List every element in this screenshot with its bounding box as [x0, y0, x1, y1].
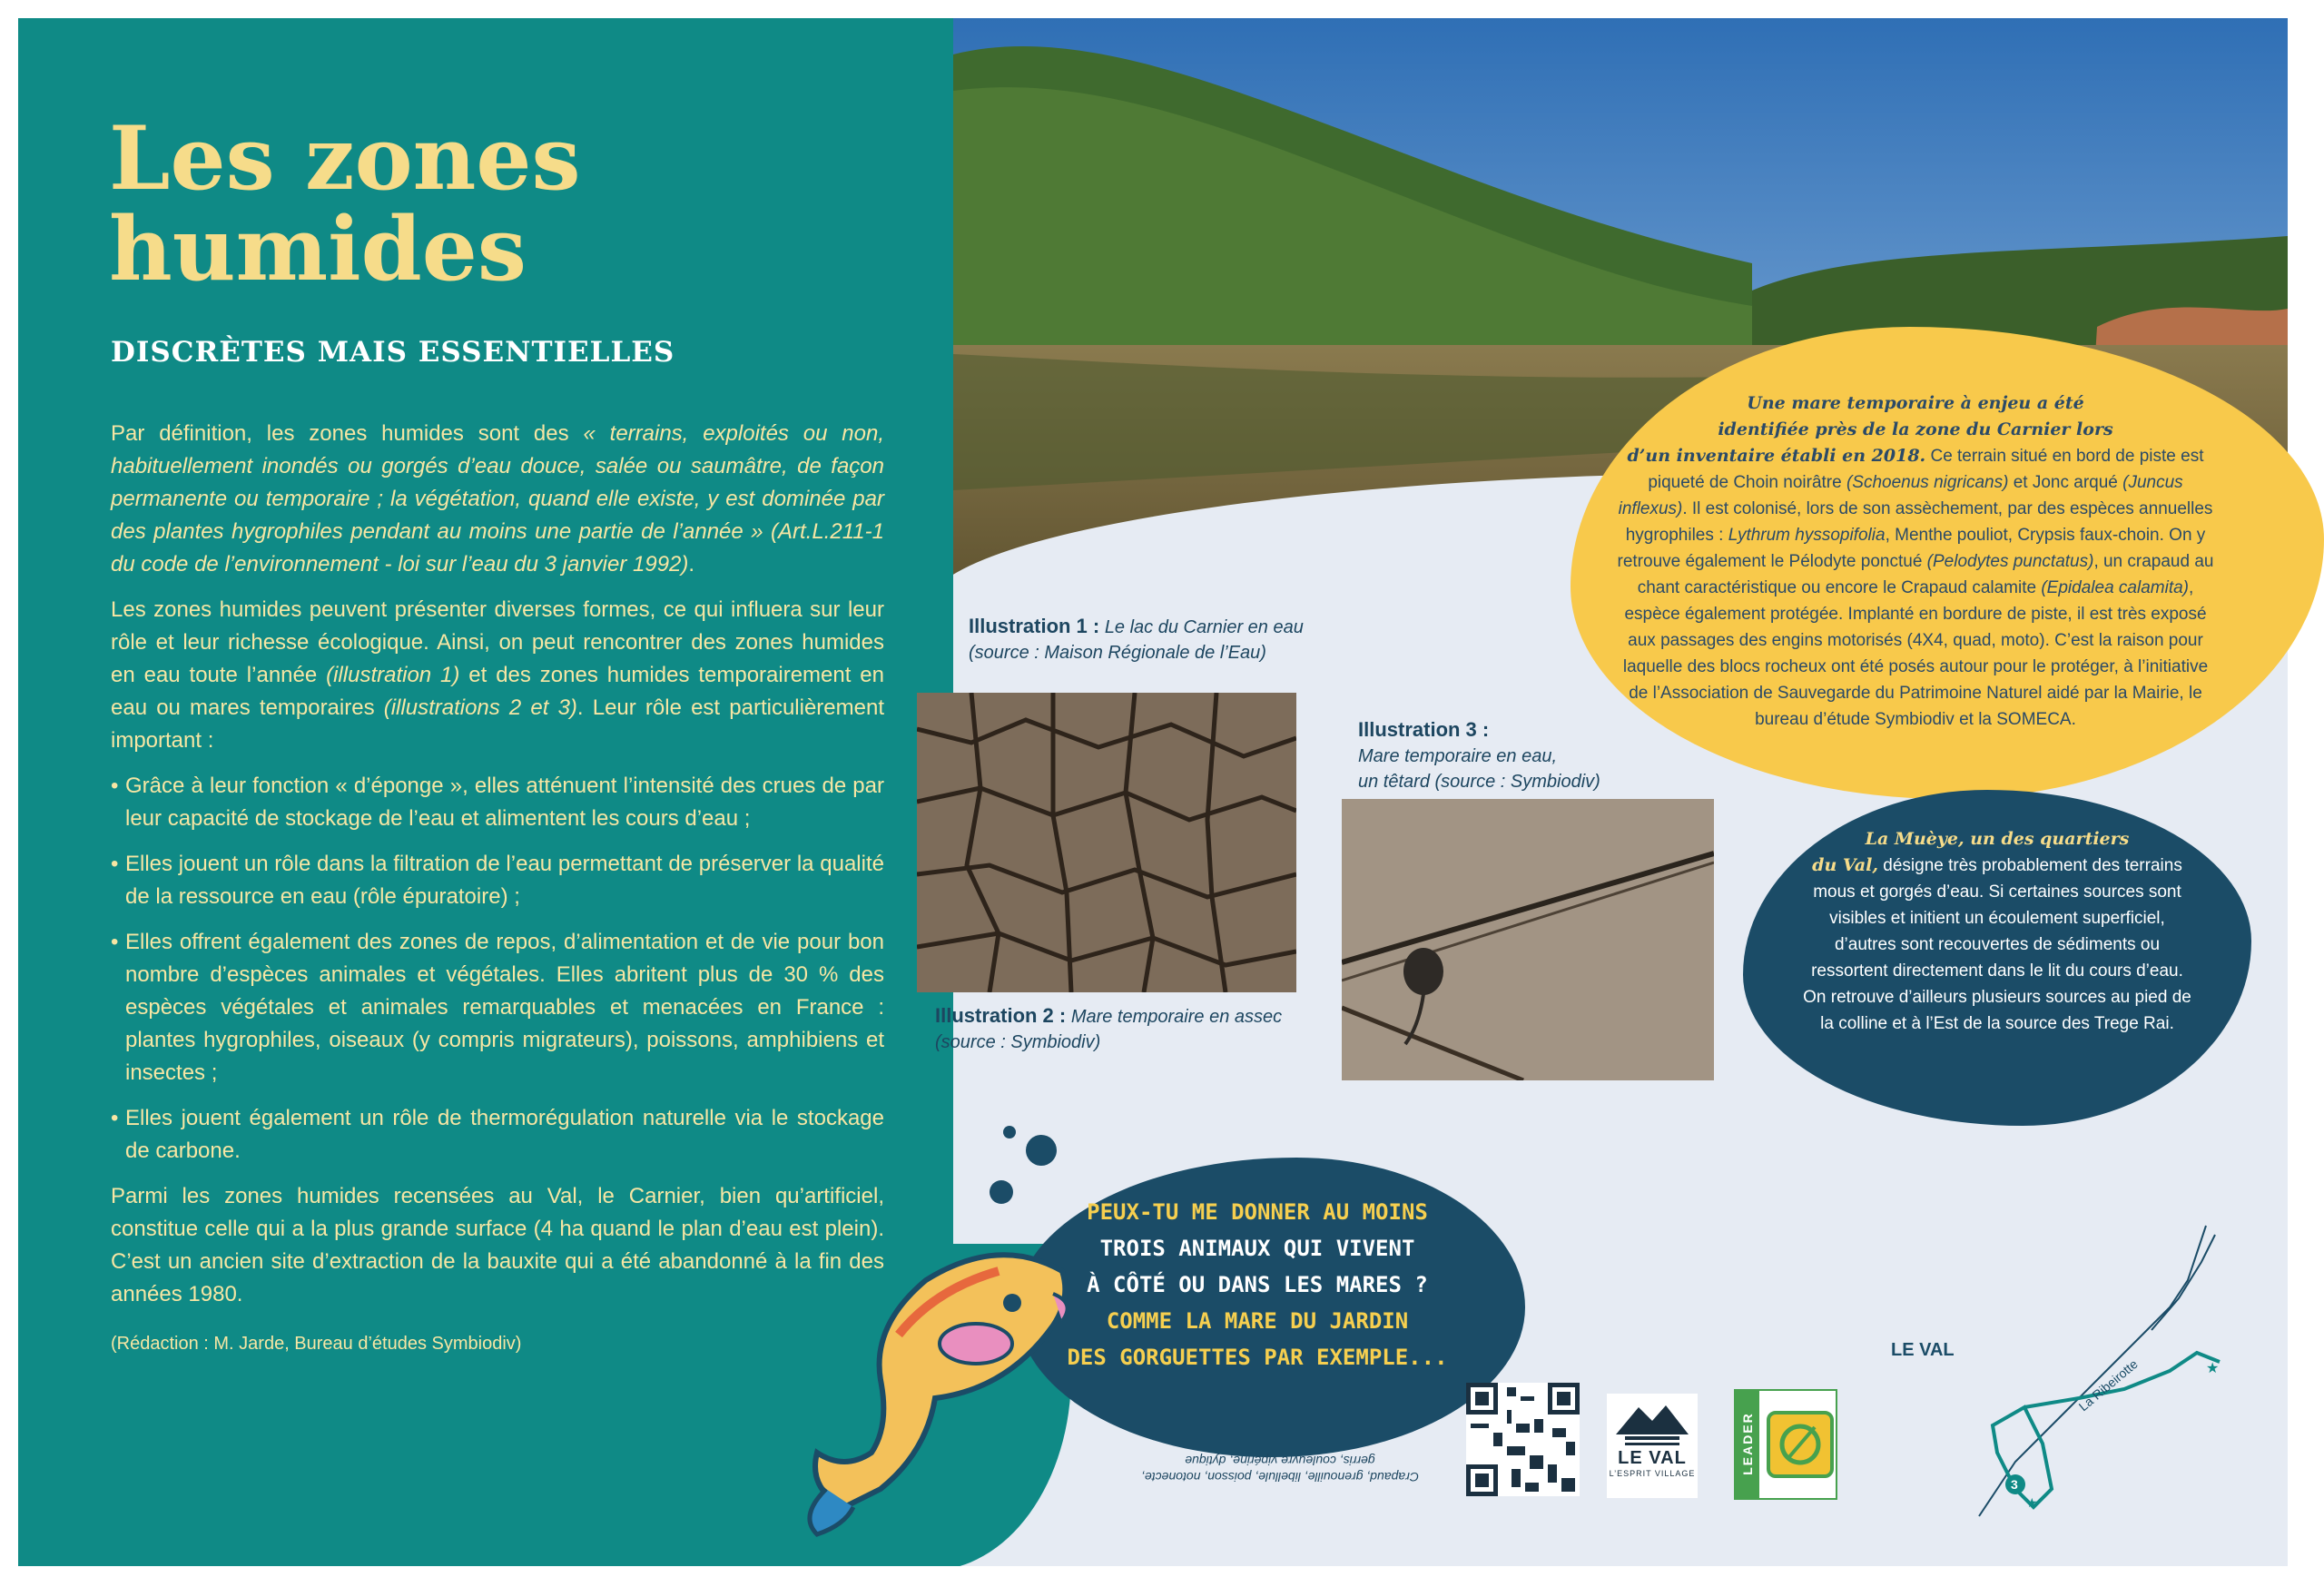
list-item: • Elles offrent également des zones de repos, d’alimentation et de vie pour bon nombre d’espèces animales et végétales. Elles abritent plus de 30 % des espèces végétales et animales remarquables et menacées en France : plantes hygrophiles, oiseaux (y compris migrateurs), poissons, amphibiens et insectes ; — [111, 926, 884, 1089]
fish-icon — [790, 1217, 1080, 1543]
illustration-2-title: Mare temporaire en assec — [1070, 1007, 1283, 1027]
illustration-3-source: (source : Symbiodiv) — [1434, 772, 1600, 792]
map-title: LE VAL — [1891, 1340, 1955, 1360]
definition-quote: « terrains, exploités ou non, habituellement inondés ou gorgés d’eau douce, salée ou saumâtre, de façon permanente ou temporaire ; la végétation, quand elle existe, y est dominée par des plantes hygrophiles pendant au moins une partie de l’année » (Art.L.211-1 du code de l’environnement - loi sur l’eau du 3 janvier 1992) — [111, 421, 884, 577]
list-item: • Grâce à leur fonction « d’éponge », elles atténuent l’intensité des crues de par leur capacité de stockage de l’eau et alimentent les cours d’eau ; — [111, 770, 884, 835]
question-line-1: PEUX-TU ME DONNER AU MOINS — [1087, 1199, 1428, 1225]
tadpole-image — [1342, 799, 1714, 1080]
leader-logo — [1734, 1389, 1837, 1500]
question-line-2: TROIS ANIMAUX QUI VIVENT — [1099, 1236, 1415, 1261]
carnier-paragraph: Parmi les zones humides recensées au Val, le Carnier, bien qu’artificiel, constitue celle qui a la plus grande surface (4 ha quand le plan d’eau est plein). C’est un ancien site d’extraction de la bauxite qui a été abandonné à la fin des années 1980. — [111, 1184, 884, 1306]
mare-text-5: , un crapaud au chant caractéristique ou encore le Crapaud calamite — [1637, 552, 2214, 597]
mare-heading-3: d’un inventaire établi en 2018. — [1627, 446, 1926, 466]
redaction-credit: (Rédaction : M. Jarde, Bureau d’études Symbiodiv) — [111, 1334, 522, 1354]
mare-info-text — [1616, 390, 2215, 733]
mueye-info-text — [1797, 826, 2197, 1037]
forms-text-1: Les zones humides peuvent présenter diverses formes, ce qui influera sur leur rôle et leur richesse écologique. Ainsi, on peut rencontrer des zones humides en eau toute l’année — [111, 597, 884, 687]
bubble-decoration — [1026, 1135, 1057, 1166]
forms-text-2: et des zones humides temporairement en eau ou mares temporaires — [111, 663, 884, 720]
illustration-1-title: Le lac du Carnier en eau — [1104, 617, 1304, 637]
page-title — [109, 107, 581, 301]
forms-ref-1: (illustration 1) — [326, 663, 460, 687]
list-item: • Elles jouent un rôle dans la filtration de l’eau permettant de préserver la qualité de la ressource en eau (rôle épuratoire) ; — [111, 848, 884, 913]
le-val-logo-name: LE VAL — [1618, 1448, 1687, 1468]
illustration-1-source: (source : Maison Régionale de l’Eau) — [969, 643, 1266, 663]
qr-code-icon — [1466, 1383, 1580, 1496]
mare-text-3: . Il est colonisé, lors de son assèchement, par des espèces annuelles hygrophiles : — [1625, 499, 2213, 545]
definition-end: . — [688, 552, 695, 577]
forms-paragraph — [111, 594, 884, 757]
illustration-3-caption — [1358, 717, 1600, 794]
forms-ref-2: (illustrations 2 et 3) — [383, 695, 577, 720]
illustration-3-title-2: un têtard — [1358, 772, 1430, 792]
illustration-1-caption — [969, 614, 1304, 665]
mueye-text: désigne très probablement des terrains mous et gorgés d’eau. Si certaines sources sont visibles et initient un écoulement superficiel, d’autres sont recouvertes de sédiments ou ressortent directement dans le lit du cours d’eau. On retrouve d’ailleurs plusieurs sources au pied de la colline et à l’Est de la source des Trege Rai. — [1803, 856, 2191, 1033]
mare-species-3: Lythrum hyssopifolia — [1728, 526, 1886, 545]
list-item: • Elles jouent également un rôle de thermorégulation naturelle via le stockage de carbone. — [111, 1102, 884, 1168]
leader-logo-text: LEADER — [1740, 1412, 1755, 1475]
mare-text-4: , Menthe pouliot, Crypsis faux-choin. On y retrouve également le Pélodyte ponctué — [1617, 526, 2206, 571]
tadpole-picture — [1342, 799, 1714, 1080]
illustration-2-source: (source : Symbiodiv) — [935, 1032, 1101, 1052]
mare-species-4: (Pelodytes punctatus) — [1926, 552, 2094, 571]
le-val-logo-tagline: L’ESPRIT VILLAGE — [1609, 1469, 1696, 1478]
map-marker-label: 3 — [2011, 1477, 2018, 1492]
forms-text-3: . Leur rôle est particulièrement important : — [111, 695, 884, 753]
mare-text-6: , espèce également protégée. Implanté en bordure de piste, il est très exposé aux passages des engins motorisés (4X4, quad, moto). C’est la raison pour laquelle des blocs rocheux ont été posés autour pour le protéger, à l’initiative de l’Association de Sauvegarde du Patrimoine Naturel aidé par la Mairie, le bureau d’étude Symbiodiv et la SOMECA. — [1622, 578, 2209, 729]
definition-paragraph — [111, 418, 884, 581]
main-text — [111, 418, 884, 1373]
map-star-icon: ★ — [2206, 1361, 2220, 1376]
mare-heading-1: Une mare temporaire à enjeu a été — [1747, 393, 2084, 413]
mare-text-1: Ce terrain situé en bord de piste est piqueté de Choin noirâtre — [1648, 447, 2204, 492]
bubble-decoration — [990, 1180, 1013, 1204]
qr-code[interactable] — [1466, 1383, 1580, 1496]
mare-heading-2: identifiée près de la zone du Carnier lors — [1718, 419, 2113, 439]
title-line-1: Les zones — [109, 107, 581, 210]
mare-text-2: et Jonc arqué — [2008, 473, 2123, 492]
definition-intro: Par définition, les zones humides sont des — [111, 421, 584, 446]
mare-species-2: (Juncus inflexus) — [1618, 473, 2183, 518]
mueye-heading-1: La Muèye, un des quartiers — [1865, 829, 2130, 849]
mare-species-5: (Epidalea calamita) — [2041, 578, 2189, 597]
location-map — [1906, 1217, 2233, 1530]
question-line-5: DES GORGUETTES PAR EXEMPLE... — [1067, 1345, 1448, 1370]
upside-down-answer: Crapaud, grenouille, libellule, poisson, notonecte, gerris, couleuvre vipérine, dytique — [1141, 1454, 1419, 1484]
dry-pond-picture — [917, 693, 1296, 992]
le-val-logo — [1607, 1394, 1698, 1498]
map-star-icon: ★ — [2026, 1495, 2038, 1510]
illustration-2-caption — [935, 1003, 1282, 1055]
cracked-mud-image — [917, 693, 1296, 992]
illustration-2-label: Illustration 2 : — [935, 1004, 1067, 1027]
title-line-2: humides — [109, 198, 527, 301]
village-logo-icon — [1616, 1398, 1689, 1448]
mueye-heading-2: du Val, — [1812, 855, 1879, 875]
leader-emblem-icon — [1765, 1409, 1836, 1480]
map-drawing — [1906, 1217, 2233, 1525]
bubble-decoration — [1003, 1126, 1016, 1138]
role-list — [111, 770, 884, 1168]
map-river-label: La Ribeirotte — [2075, 1356, 2141, 1414]
question-text — [1049, 1194, 1466, 1375]
illustration-1-label: Illustration 1 : — [969, 615, 1100, 637]
question-line-4: COMME LA MARE DU JARDIN — [1106, 1308, 1409, 1334]
illustration-3-label: Illustration 3 : — [1358, 718, 1490, 741]
question-line-3: À CÔTÉ OU DANS LES MARES ? — [1087, 1272, 1428, 1297]
subtitle: DISCRÈTES MAIS ESSENTIELLES — [111, 336, 675, 369]
fish-mascot-illustration — [790, 1217, 1080, 1548]
illustration-3-title-1: Mare temporaire en eau, — [1358, 746, 1558, 766]
mare-species-1: (Schoenus nigricans) — [1846, 473, 2009, 492]
